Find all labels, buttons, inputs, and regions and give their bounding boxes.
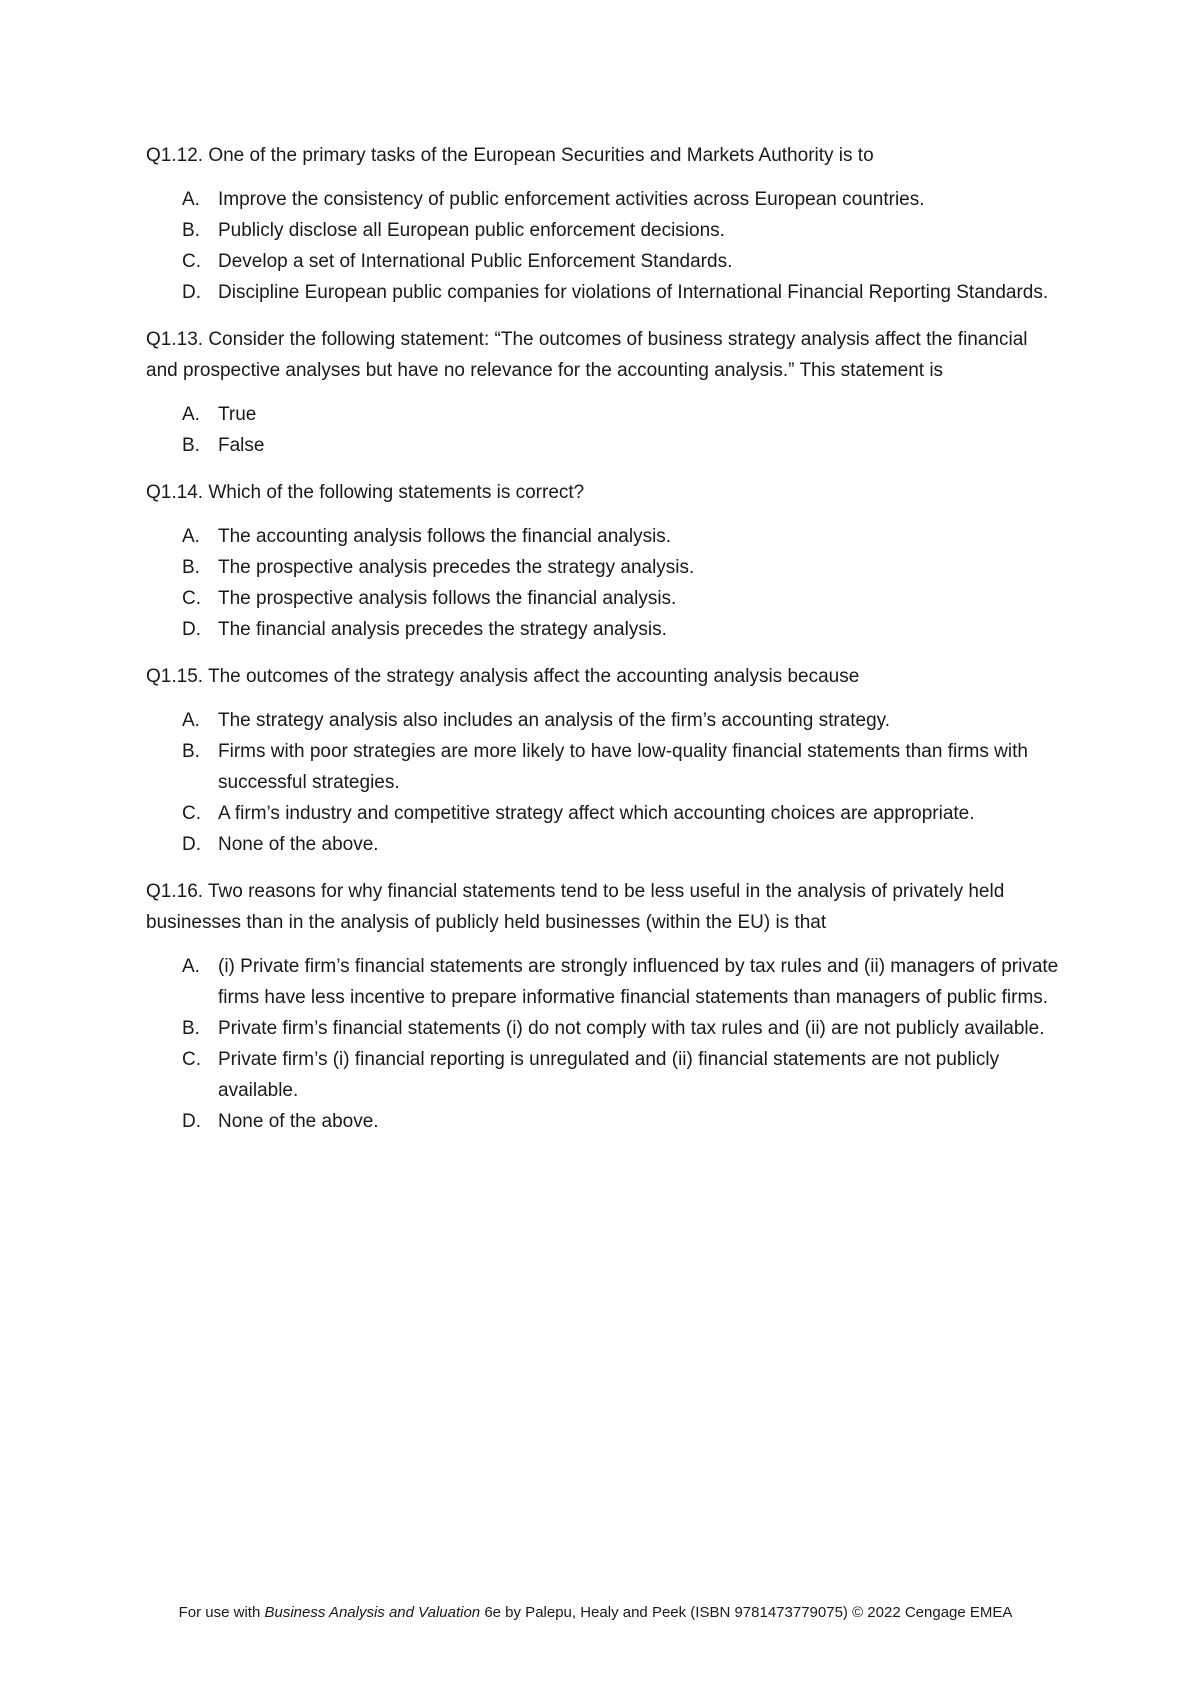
question-q1-14 [146, 477, 1061, 645]
option-letter: D. [182, 619, 201, 640]
option-letter: A. [182, 956, 200, 977]
question-q1-16 [146, 876, 1061, 1137]
option-text: The financial analysis precedes the strategy analysis. [218, 619, 667, 640]
option-text: Firms with poor strategies are more likely to have low-quality financial statements than firms with successful strategies. [218, 741, 1028, 793]
option-letter: A. [182, 710, 200, 731]
option-b [146, 1013, 1061, 1044]
option-a [146, 705, 1061, 736]
option-a [146, 399, 1061, 430]
option-text: Private firm’s financial statements (i) do not comply with tax rules and (ii) are not publicly available. [218, 1018, 1045, 1039]
question-text: Q1.13. Consider the following statement: “The outcomes of business strategy analysis affect the financial and prospective analyses but have no relevance for the accounting analysis.” This statement is [146, 329, 1028, 381]
question-text: Q1.12. One of the primary tasks of the European Securities and Markets Authority is to [146, 145, 874, 166]
option-text: (i) Private firm’s financial statements are strongly influenced by tax rules and (ii) managers of private firms have less incentive to prepare informative financial statements than managers of public firms. [218, 956, 1059, 1008]
option-letter: B. [182, 557, 200, 578]
option-letter: B. [182, 435, 200, 456]
question-q1-13 [146, 324, 1061, 461]
option-d [146, 614, 1061, 645]
option-text: The accounting analysis follows the financial analysis. [218, 526, 672, 547]
footer-suffix: 6e by Palepu, Healy and Peek (ISBN 9781473779075) © 2022 Cengage EMEA [480, 1604, 1013, 1621]
page-content [146, 140, 1061, 1153]
option-letter: A. [182, 189, 200, 210]
answer-options [146, 184, 1061, 308]
option-letter: C. [182, 1049, 201, 1070]
option-text: The prospective analysis follows the financial analysis. [218, 588, 677, 609]
option-letter: C. [182, 803, 201, 824]
footer-book-title: Business Analysis and Valuation [264, 1604, 481, 1621]
page-footer [0, 1603, 1191, 1623]
option-letter: B. [182, 1018, 200, 1039]
question-text: Q1.16. Two reasons for why financial statements tend to be less useful in the analysis of privately held businesses than in the analysis of publicly held businesses (within the EU) is that [146, 881, 1005, 933]
question-text: Q1.14. Which of the following statements is correct? [146, 482, 585, 503]
option-c [146, 583, 1061, 614]
option-d [146, 829, 1061, 860]
option-b [146, 736, 1061, 798]
option-text: True [218, 404, 257, 425]
option-letter: D. [182, 282, 201, 303]
answer-options [146, 521, 1061, 645]
option-text: Improve the consistency of public enforcement activities across European countries. [218, 189, 925, 210]
footer-prefix: For use with [178, 1604, 265, 1621]
option-text: Publicly disclose all European public enforcement decisions. [218, 220, 725, 241]
option-a [146, 951, 1061, 1013]
option-letter: C. [182, 588, 201, 609]
option-d [146, 1106, 1061, 1137]
option-d [146, 277, 1061, 308]
question-text: Q1.15. The outcomes of the strategy analysis affect the accounting analysis because [146, 666, 860, 687]
option-a [146, 184, 1061, 215]
option-a [146, 521, 1061, 552]
option-b [146, 552, 1061, 583]
option-text: A firm’s industry and competitive strategy affect which accounting choices are appropriate. [218, 803, 975, 824]
question-q1-12 [146, 140, 1061, 308]
option-text: The prospective analysis precedes the strategy analysis. [218, 557, 695, 578]
answer-options [146, 399, 1061, 461]
option-text: Discipline European public companies for violations of International Financial Reporting Standards. [218, 282, 1049, 303]
option-letter: B. [182, 741, 200, 762]
option-text: None of the above. [218, 834, 379, 855]
option-text: None of the above. [218, 1111, 379, 1132]
answer-options [146, 705, 1061, 860]
answer-options [146, 951, 1061, 1137]
option-b [146, 430, 1061, 461]
option-letter: D. [182, 834, 201, 855]
option-b [146, 215, 1061, 246]
option-letter: A. [182, 404, 200, 425]
option-text: False [218, 435, 265, 456]
option-text: Private firm’s (i) financial reporting is unregulated and (ii) financial statements are not publicly available. [218, 1049, 1000, 1101]
option-c [146, 798, 1061, 829]
option-letter: B. [182, 220, 200, 241]
option-c [146, 246, 1061, 277]
option-text: Develop a set of International Public Enforcement Standards. [218, 251, 733, 272]
option-c [146, 1044, 1061, 1106]
option-letter: D. [182, 1111, 201, 1132]
question-q1-15 [146, 661, 1061, 860]
option-text: The strategy analysis also includes an analysis of the firm’s accounting strategy. [218, 710, 891, 731]
option-letter: A. [182, 526, 200, 547]
option-letter: C. [182, 251, 201, 272]
